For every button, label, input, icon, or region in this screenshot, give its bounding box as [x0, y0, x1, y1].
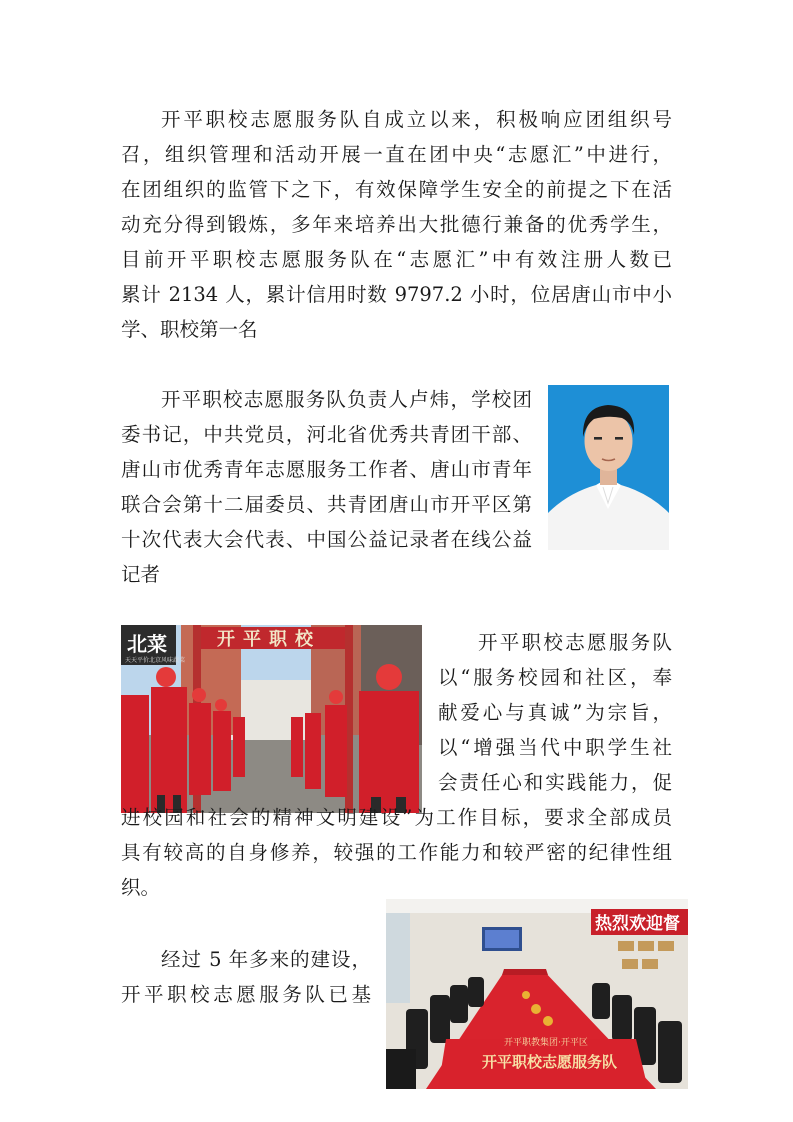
text-line: 经过 5 年多来的建设，: [161, 948, 371, 971]
text-line: 在团组织的监管下之下，有效保障学生安全的前提之下在活: [121, 178, 672, 201]
paragraph-leader: [121, 382, 532, 592]
text-line: 具有较高的自身修养，较强的工作能力和较严密的纪律性组: [121, 841, 672, 864]
shop-sign-subtext: 天天平价北京风味蔬菜: [125, 657, 186, 664]
text-line: 以“增强当代中职学生社: [438, 736, 672, 759]
text-line: 委书记，中共党员，河北省优秀共青团干部、: [121, 423, 532, 446]
text-line: 开平职校志愿服务队: [478, 631, 672, 654]
text-line: 献爱心与真诚”为宗旨，: [438, 701, 672, 724]
text-line: 记者: [121, 563, 161, 586]
text-line: 织。: [121, 876, 161, 899]
shop-sign-text: 北菜: [127, 632, 167, 656]
text-line: 十次代表大会代表、中国公益记录者在线公益: [121, 528, 532, 551]
leader-portrait-photo: [548, 385, 669, 550]
text-line: 联合会第十二届委员、共青团唐山市开平区第: [121, 493, 532, 516]
paragraph-mission: [121, 625, 672, 905]
text-line: 目前开平职校志愿服务队在“志愿汇”中有效注册人数已: [121, 248, 672, 271]
text-line: 开平职校志愿服务队自成立以来，积极响应团组织号: [161, 108, 672, 131]
text-line: 会责任心和实践能力，促: [438, 771, 672, 794]
text-line: 进校园和社会的精神文明建设”为工作目标，要求全部成员: [121, 806, 672, 829]
text-line: 累计 2134 人，累计信用时数 9797.2 小时，位居唐山市中小: [121, 283, 672, 306]
meeting-room-photo: [386, 899, 688, 1089]
text-line: 开平职校志愿服务队已基: [121, 983, 371, 1006]
text-line: 学、职校第一名: [121, 318, 258, 341]
text-line: 召，组织管理和活动开展一直在团中央“志愿汇”中进行，: [121, 143, 672, 166]
tablecloth-top-text: 开平职教集团·开平区: [504, 1038, 588, 1048]
paragraph-construction: [121, 942, 371, 1012]
gate-sign-text: 开平职校: [217, 629, 321, 650]
tablecloth-text: 开平职校志愿服务队: [482, 1053, 618, 1071]
text-line: 以“服务校园和社区，奉: [438, 666, 672, 689]
text-line: 开平职校志愿服务队负责人卢炜，学校团: [161, 388, 532, 411]
text-line: 动充分得到锻炼，多年来培养出大批德行兼备的优秀学生，: [121, 213, 672, 236]
text-line: 唐山市优秀青年志愿服务工作者、唐山市青年: [121, 458, 532, 481]
paragraph-intro: [121, 102, 672, 347]
welcome-banner-text: 热烈欢迎督: [595, 914, 680, 934]
